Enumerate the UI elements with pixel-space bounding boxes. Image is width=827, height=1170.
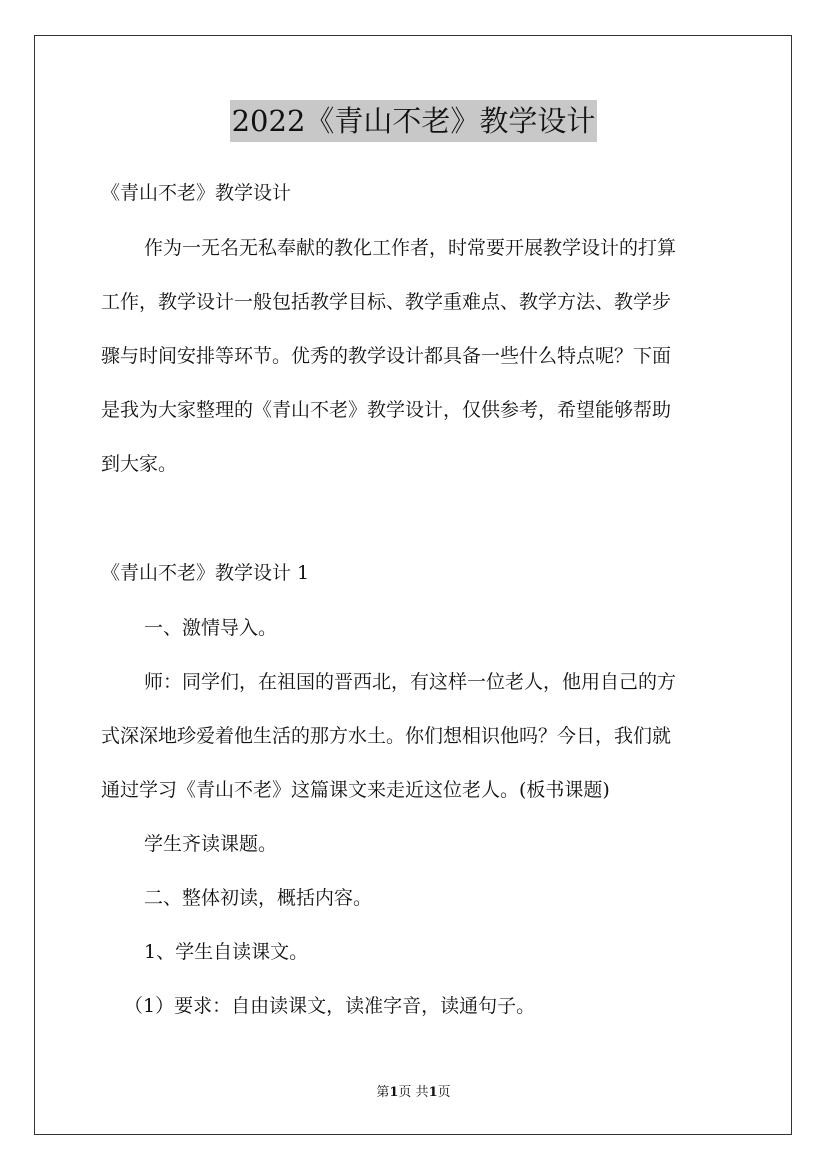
intro-line-1: 作为一无名无私奉献的教化工作者，时常要开展教学设计的打算 (144, 237, 677, 259)
footer-total-pages: 1 (428, 1085, 438, 1100)
footer-mid: 页 共 (398, 1085, 429, 1100)
intro-line-2: 工作，教学设计一般包括教学目标、教学重难点、教学方法、教学步 (101, 291, 672, 313)
intro-line-4: 是我为大家整理的《青山不老》教学设计，仅供参考，希望能够帮助 (101, 399, 672, 421)
footer-prefix: 第 (376, 1085, 390, 1100)
section-heading: 《青山不老》教学设计 1 (101, 562, 310, 584)
page-footer (0, 1084, 827, 1102)
teacher-line-1: 师：同学们，在祖国的晋西北，有这样一位老人，他用自己的方 (144, 671, 677, 693)
step1-heading: 一、激情导入。 (144, 617, 278, 639)
teacher-line-3: 通过学习《青山不老》这篇课文来走近这位老人。(板书课题) (101, 779, 610, 801)
item1-line: 1、学生自读课文。 (144, 941, 309, 963)
document-title: 2022《青山不老》教学设计 (230, 100, 598, 142)
teacher-line-2: 式深深地珍爱着他生活的那方水土。你们想相识他吗？今日，我们就 (101, 725, 672, 747)
footer-suffix: 页 (437, 1085, 451, 1100)
intro-line-3: 骤与时间安排等环节。优秀的教学设计都具备一些什么特点呢？下面 (101, 345, 672, 367)
item1-requirement: （1）要求：自由读课文，读准字音，读通句子。 (124, 995, 536, 1017)
title-container (0, 100, 827, 142)
student-read-line: 学生齐读课题。 (144, 833, 278, 855)
intro-line-5: 到大家。 (101, 453, 178, 475)
document-subtitle: 《青山不老》教学设计 (101, 182, 292, 204)
step2-heading: 二、整体初读，概括内容。 (144, 887, 373, 909)
footer-page-number: 1 (389, 1085, 399, 1100)
